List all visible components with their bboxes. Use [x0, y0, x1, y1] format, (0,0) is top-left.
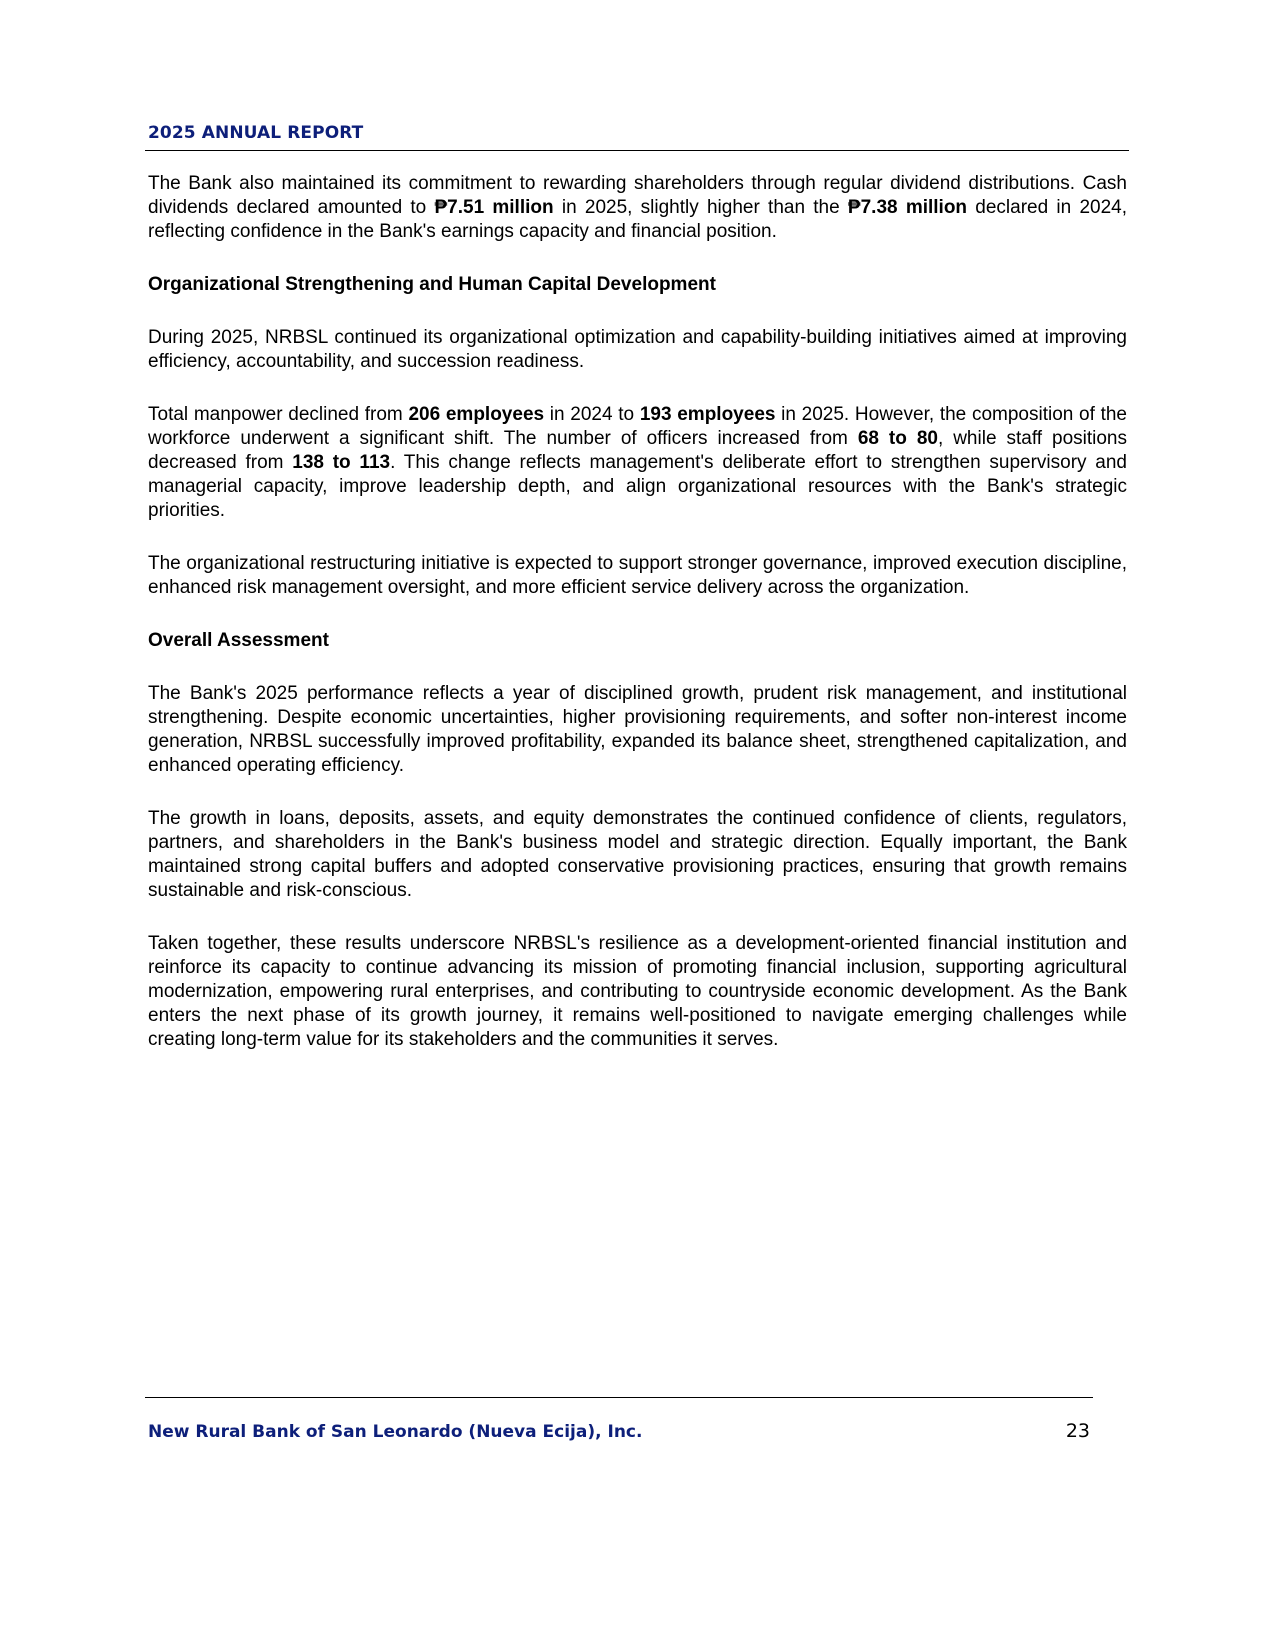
paragraph-resilience: Taken together, these results underscore NRBSL's resilience as a development-oriented financial institution and reinforce its capacity to continue advancing its mission of promoting financial inclusion, supporting agricultural modernization, empowering rural enterprises, and contributing to countryside economic development. As the Bank enters the next phase of its growth journey, it remains well-positioned to navigate emerging challenges while creating long-term value for its stakeholders and the communities it serves. [148, 933, 1127, 1050]
text-run: in 2024 to [544, 404, 640, 425]
page-number: 23 [1065, 1420, 1090, 1442]
paragraph-performance: The Bank's 2025 performance reflects a year of disciplined growth, prudent risk management, and institutional strengthening. Despite economic uncertainties, higher provisioning requirements, and softer non-interest income generation, NRBSL successfully improved profitability, expanded its balance sheet, strengthened capitalization, and enhanced operating efficiency. [148, 683, 1127, 776]
paragraph-manpower [148, 403, 1127, 523]
text-run: . This change reflects management's deliberate effort to strengthen supervisory and managerial capacity, improve leadership depth, and align organizational resources with the Bank's strategic priorities. [148, 452, 1127, 521]
text-run: declared in 2024, reflecting confidence in the Bank's earnings capacity and financial position. [148, 197, 1127, 242]
text-run: in 2025. However, the composition of the workforce underwent a significant shift. The number of officers increased from [148, 404, 1128, 449]
paragraph-growth: The growth in loans, deposits, assets, and equity demonstrates the continued confidence of clients, regulators, partners, and shareholders in the Bank's business model and strategic direction. Equally important, the Bank maintained strong capital buffers and adopted conservative provisioning practices, ensuring that growth remains sustainable and risk-conscious. [148, 808, 1127, 901]
paragraph-dividends [148, 172, 1127, 244]
footer-divider [145, 1397, 1093, 1398]
page-body [148, 172, 1127, 1081]
paragraph-optimization: During 2025, NRBSL continued its organizational optimization and capability-building initiatives aimed at improving efficiency, accountability, and succession readiness. [148, 327, 1127, 372]
section-heading-overall-assessment: Overall Assessment [148, 630, 329, 651]
officers-change: 68 to 80 [857, 428, 938, 449]
report-header-title: 2025 ANNUAL REPORT [148, 123, 364, 143]
dividend-2024-amount: ₱7.38 million [847, 197, 968, 218]
text-run: The Bank also maintained its commitment to rewarding shareholders through regular dividend distributions. Cash dividends declared amounted to [148, 173, 1127, 218]
staff-change: 138 to 113 [292, 452, 391, 473]
text-run: in 2025, slightly higher than the [553, 197, 848, 218]
header-divider [145, 150, 1129, 151]
text-run: , while staff positions decreased from [148, 428, 1127, 473]
dividend-2025-amount: ₱7.51 million [434, 197, 554, 218]
employees-2024: 206 employees [408, 404, 545, 425]
footer-bank-name: New Rural Bank of San Leonardo (Nueva Ecija), Inc. [148, 1422, 643, 1442]
paragraph-restructuring: The organizational restructuring initiative is expected to support stronger governance, improved execution discipline, enhanced risk management oversight, and more efficient service delivery across the organization. [148, 553, 1127, 598]
text-run: Total manpower declined from [148, 404, 409, 425]
employees-2025: 193 employees [639, 404, 776, 425]
section-heading-organizational: Organizational Strengthening and Human Capital Development [148, 274, 716, 295]
